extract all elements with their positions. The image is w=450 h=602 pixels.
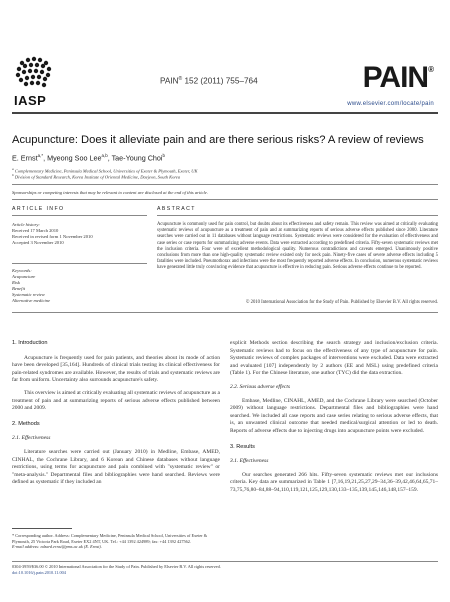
keyword: Risk	[12, 280, 20, 285]
author-sup: a,*	[37, 153, 44, 158]
methods-heading: 2. Methods	[12, 420, 40, 427]
pain-logo-reg: ®	[428, 65, 434, 74]
body-paragraph: explicit Methods section describing the search strategy and inclusion/exclusion criteria. Systematic reviews had to focus on the effectiveness of any type of acupuncture for pain. Systematic reviews of complex packages of interventions were excluded. Data were extracted and evaluated [107] independently by 2 authors (EE and MSL) using predefined criteria (Table 1). For the Chinese literature, one author (TYC) did the data extraction.	[230, 340, 438, 377]
masthead-rule	[12, 112, 438, 114]
journal-citation	[160, 76, 258, 86]
affiliation	[12, 173, 180, 180]
author-name[interactable]: E. Ernst	[12, 153, 38, 163]
body-right-column	[230, 340, 438, 500]
affiliation-sup: b	[12, 173, 14, 177]
body-paragraph: Literature searches were carried out (January 2010) in Medline, Embase, AMED, CINHAL, the Cochrane Library, and 6 Korean and Chinese databases without language restrictions, using terms for acupuncture and pain combined with "systematic review" or "meta-analysis." Departmental files and bibliographies were hand searched. Reviews were defined as systematic if they included an	[12, 448, 220, 486]
publication-info	[12, 564, 221, 575]
journal-volume: 152 (2011) 755–764	[184, 76, 258, 86]
keyword: Benefit	[12, 286, 26, 291]
body-paragraph: This overview is aimed at critically evaluating all systematic reviews of acupuncture as a treatment of pain and at summarizing reports of serious adverse effects published between 2000 and 2009.	[12, 389, 220, 412]
keywords-rule	[12, 263, 147, 264]
revised-date: Received in revised form 1 November 2010	[12, 234, 93, 239]
sponsorship-note: Sponsorships or competing interests that may be relevant to content are disclosed at the end of this article.	[12, 190, 208, 195]
doi-link[interactable]: doi:10.1016/j.pain.2010.11.004	[12, 569, 66, 575]
author-name[interactable]: Myeong Soo Lee	[47, 153, 102, 163]
corresponding-author-footnote	[12, 533, 220, 550]
results-effectiveness-subheading: 3.1. Effectiveness	[230, 458, 269, 465]
abstract-text: Acupuncture is commonly used for pain control, but doubts about its effectiveness and safety remain. This review was aimed at critically evaluating systematic reviews of acupuncture as a treatment of pain and at summarizing reports of serious adverse effects published since 2000. Literature searches were carried out in 11 databases without language restrictions. Systematic reviews were considered for the evaluation of effectiveness and case series or case reports for summarizing adverse events. Data were extracted according to predefined criteria. Fifty-seven systematic reviews met the inclusion criteria. Four were of excellent methodological quality. Numerous contradictions and caveats emerged. Unanimously positive conclusions from more than one high-quality systematic review existed only for neck pain. Ninety-five cases of severe adverse effects including 5 fatalities were included. Pneumothorax and infections were the most frequently reported adverse effects. In conclusion, numerous systematic reviews have generated little truly convincing evidence that acupuncture is effective in reducing pain. Serious adverse effects continue to be reported.	[157, 222, 438, 271]
journal-url-link[interactable]: www.elsevier.com/locate/pain	[347, 101, 434, 107]
abstract-bottom-rule	[12, 312, 438, 313]
author-sup: a,b	[101, 153, 108, 158]
body-paragraph: Acupuncture is frequently used for pain patients, and theories about its mode of action have been developed [35,164]. Hundreds of clinical trials testing its clinical effectiveness for pain-related syndromes are available. However, the results of trials and systematic reviews are far from uniform. Uncertainty also surrounds acupuncture's safety.	[12, 354, 220, 384]
effectiveness-subheading: 2.1. Effectiveness	[12, 435, 51, 442]
title-rule	[12, 184, 438, 185]
body-paragraph: Our searches generated 266 hits. Fifty-seven systematic reviews met our inclusions criteria. Key data are summarized in Table 1 [7,16,19,21,25,27,29–34,36–39,42,46,64,65,71–73,75,76,80–84,88–94,110,119,121,125,129,130,133–135,139,145,146,148,157–159.	[230, 471, 438, 493]
accepted-date: Accepted 3 November 2010	[12, 240, 64, 245]
body-left-column	[12, 340, 220, 492]
corresponding-address: * Corresponding author. Address: Complementary Medicine, Peninsula Medical School, Universities of Exeter & Plymouth, 25 Victoria Park Road, Exeter EX2 4NT, UK. Tel.: +44 1392 424989; fax: +44 1392 427562.	[12, 533, 208, 544]
abstract-heading: ABSTRACT	[157, 206, 196, 212]
results-heading: 3. Results	[230, 443, 255, 450]
author-email[interactable]: E-mail address: edzard.ernst@pms.ac.uk (E. Ernst).	[12, 544, 102, 550]
journal-masthead	[12, 55, 438, 109]
body-paragraph: Embase, Medline, CINAHL, AMED, and the Cochrane Library were searched (October 2009) without language restrictions. Departmental files and bibliographies were hand searched. We included all case reports and case series relating to serious adverse effects, that is, an unwanted clinical outcome that needed medical/surgical attention or led to death. Reports of adverse effects due to injecting drugs into acupuncture points were excluded.	[230, 397, 438, 434]
adverse-effects-subheading: 2.2. Serious adverse effects	[230, 383, 291, 390]
abstract-rule	[157, 215, 438, 216]
pain-logo-text: PAIN	[362, 61, 429, 94]
keyword: Systematic review	[12, 292, 45, 297]
article-info-heading: ARTICLE INFO	[12, 206, 65, 212]
footer-rule	[12, 561, 438, 562]
keywords-label: Keywords:	[12, 268, 32, 273]
history-label: Article history:	[12, 222, 40, 227]
pain-logo	[363, 61, 434, 95]
iasp-wordmark: IASP	[14, 93, 47, 108]
keyword: Alternative medicine	[12, 298, 51, 303]
journal-reg-mark: ®	[178, 76, 183, 82]
article-title: Acupuncture: Does it alleviate pain and are there serious risks? A review of reviews	[12, 134, 424, 146]
keyword: Acupuncture	[12, 274, 36, 279]
received-date: Received 17 March 2010	[12, 228, 59, 233]
footnote-rule	[12, 528, 72, 529]
author-sup: b	[162, 153, 165, 158]
author-list: E. Ernst$^{a,*}$, Myeong Soo Lee$^{a,b}$, Tae-Young Choi$^b$	[12, 153, 165, 163]
issn-line: 0304-3959/$36.00 © 2010 International Association for the Study of Pain. Published by Elsevier B.V. All rights reserved.	[12, 564, 221, 569]
affiliation-text: Division of Standard Research, Korea Institute of Oriental Medicine, Daejeon, South Korea	[14, 174, 181, 180]
sponsor-rule	[12, 199, 438, 200]
abstract-copyright: © 2010 International Association for the Study of Pain. Published by Elsevier B.V. All rights reserved.	[245, 300, 438, 305]
introduction-heading: 1. Introduction	[12, 340, 48, 346]
info-rule	[12, 215, 147, 216]
affiliation-text: Complementary Medicine, Peninsula Medical School, Universities of Exeter & Plymouth, Exeter, UK	[14, 168, 198, 174]
author-name[interactable]: Tae-Young Choi	[111, 153, 163, 163]
affiliation-sup: a	[12, 167, 14, 171]
journal-name: PAIN	[160, 76, 179, 86]
